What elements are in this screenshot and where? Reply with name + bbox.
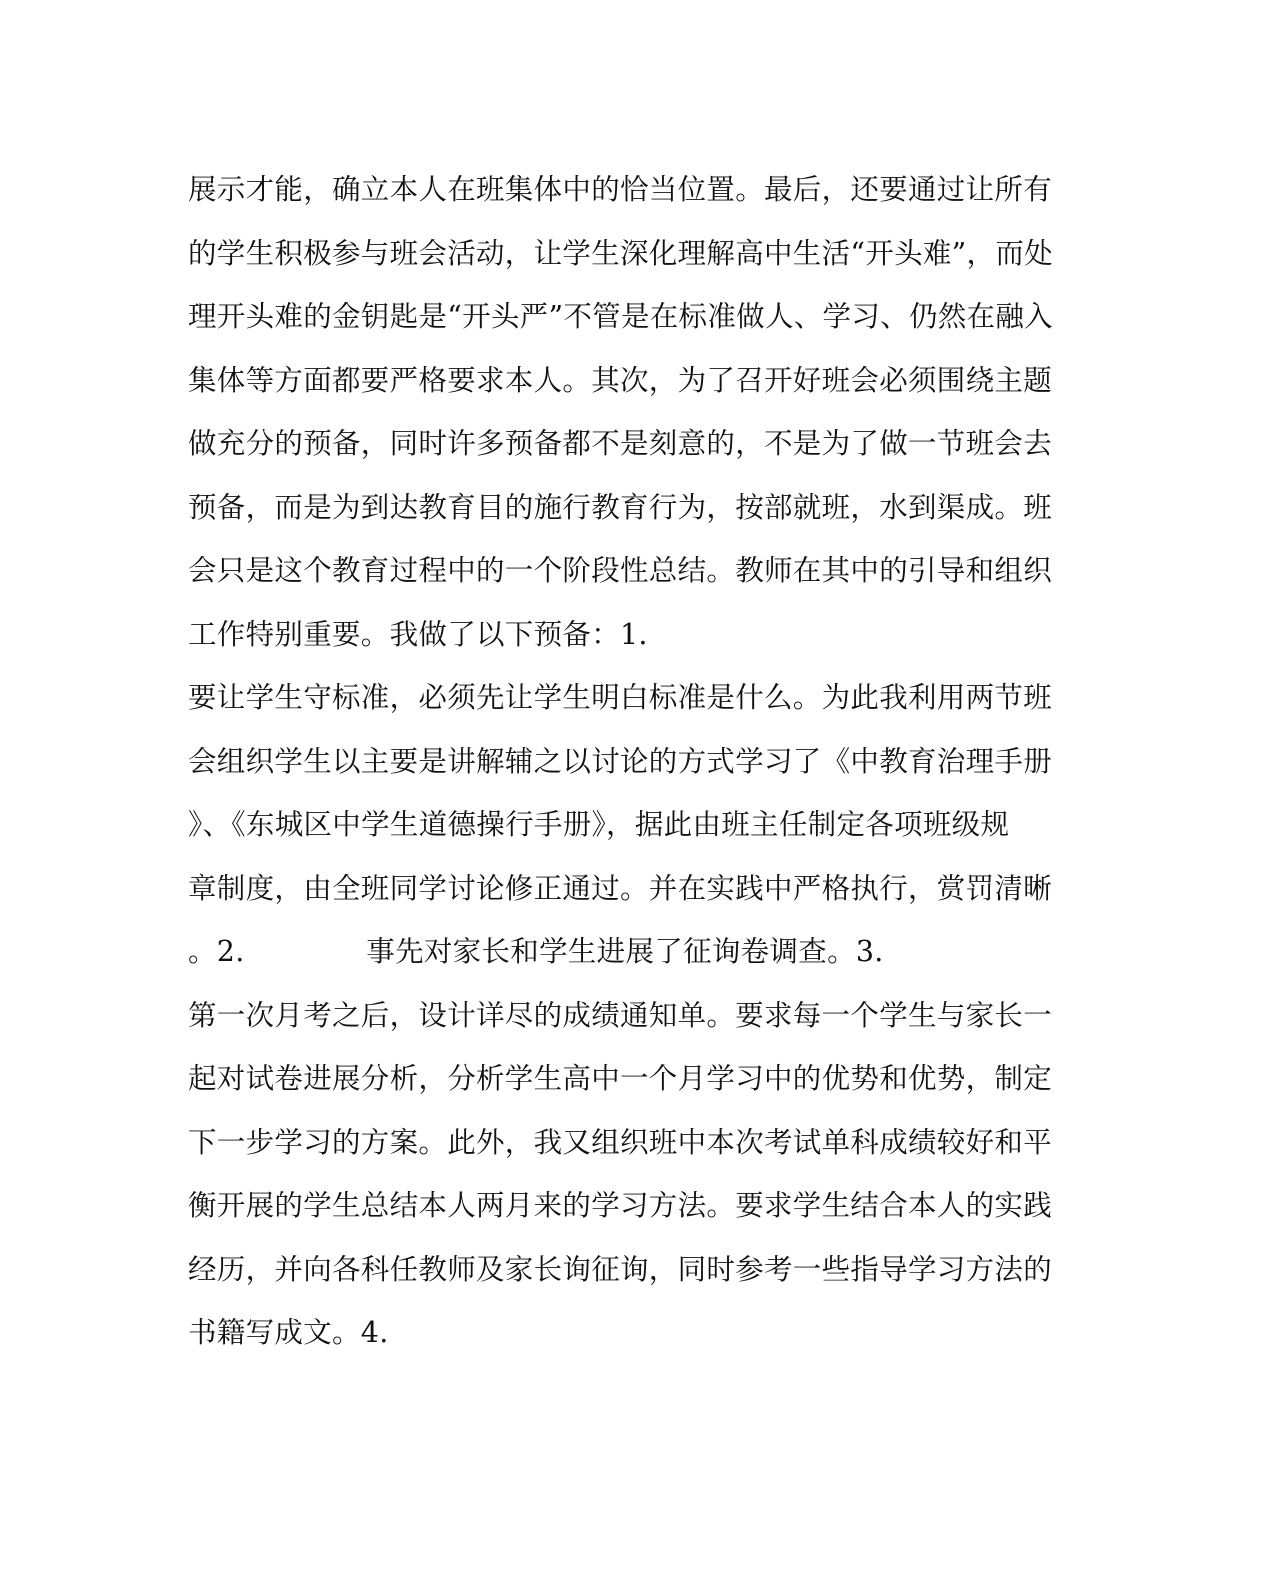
text-line: 》、《东城区中学生道德操行手册》，据此由班主任制定各项班级规 (188, 808, 1010, 841)
text-line: 集体等方面都要严格要求本人。其次，为了召开好班会必须围绕主题 (188, 363, 1053, 397)
body-text (188, 158, 1068, 1365)
text-line: 第一次月考之后，设计详尽的成绩通知单。要求每一个学生与家长一 (188, 998, 1053, 1032)
text-line: 工作特别重要。我做了以下预备：1. (188, 617, 648, 651)
text-line: 做充分的预备，同时许多预备都不是刻意的，不是为了做一节班会去 (188, 427, 1053, 460)
text-line: 书籍写成文。4. (188, 1316, 389, 1349)
text-line: 衡开展的学生总结本人两月来的学习方法。要求学生结合本人的实践 (188, 1189, 1053, 1222)
text-line: 的学生积极参与班会活动，让学生深化理解高中生活“开头难”，而处 (188, 236, 1053, 270)
text-line: 章制度，由全班同学讨论修正通过。并在实践中严格执行，赏罚清晰 (188, 871, 1053, 905)
text-line: 预备，而是为到达教育目的施行教育行为，按部就班，水到渠成。班 (188, 490, 1053, 524)
text-line: 会组织学生以主要是讲解辅之以讨论的方式学习了《中教育治理手册 (188, 744, 1053, 778)
text-line: 理开头难的金钥匙是“开头严”不管是在标准做人、学习、仍然在融入 (188, 300, 1053, 333)
text-line: 经历，并向各科任教师及家长询征询，同时参考一些指导学习方法的 (188, 1252, 1053, 1286)
text-line: 展示才能，确立本人在班集体中的恰当位置。最后，还要通过让所有 (188, 173, 1053, 206)
text-line: 会只是这个教育过程中的一个阶段性总结。教师在其中的引导和组织 (188, 554, 1053, 587)
text-line: 。2. 事先对家长和学生进展了征询卷调查。3. (188, 935, 884, 968)
text-line: 下一步学习的方案。此外，我又组织班中本次考试单科成绩较好和平 (188, 1125, 1053, 1159)
text-line: 起对试卷进展分析，分析学生高中一个月学习中的优势和优势，制定 (188, 1062, 1053, 1095)
text-line: 要让学生守标准，必须先让学生明白标准是什么。为此我利用两节班 (188, 681, 1053, 714)
